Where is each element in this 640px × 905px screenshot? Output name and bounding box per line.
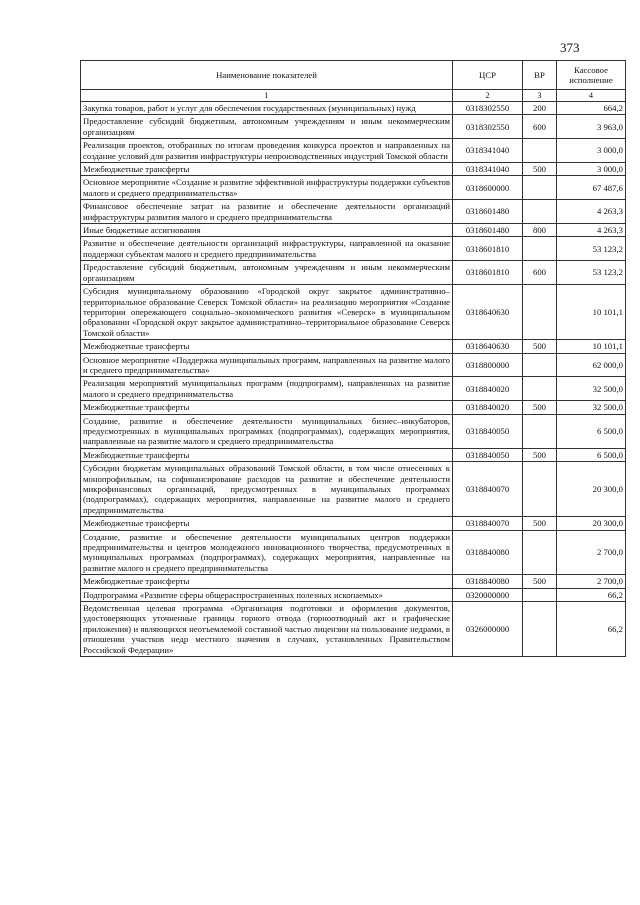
table-row (81, 517, 626, 530)
cell-vr: 500 (523, 448, 557, 461)
column-number: 2 (453, 90, 523, 102)
cell-csr: 0318601480 (453, 200, 523, 224)
cell-csr: 0318800000 (453, 353, 523, 377)
cell-name: Межбюджетные трансферты (81, 401, 453, 414)
header-vr: ВР (523, 61, 557, 90)
cell-csr: 0318600000 (453, 176, 523, 200)
cell-vr: 500 (523, 401, 557, 414)
table-row (81, 353, 626, 377)
header-csr: ЦСР (453, 61, 523, 90)
cell-vr (523, 285, 557, 340)
table-row (81, 163, 626, 176)
cell-vr (523, 377, 557, 401)
cell-name: Подпрограмма «Развитие сферы общераспространенных полезных ископаемых» (81, 588, 453, 601)
cell-name: Межбюджетные трансферты (81, 448, 453, 461)
cell-csr: 0326000000 (453, 602, 523, 657)
cell-amount: 6 500,0 (557, 448, 626, 461)
table-body (81, 102, 626, 657)
column-number: 4 (557, 90, 626, 102)
cell-amount: 3 000,0 (557, 139, 626, 163)
cell-vr: 600 (523, 115, 557, 139)
cell-name: Ведомственная целевая программа «Организация подготовки и оформления документов, удостоверяющих уточненные границы горного отвода (горноотводный акт и графические приложения) и являющихся неотъемлемой составной частью лицензии на пользование недрами, в отношении участков недр местного значения в случаях, установленных Правительством Российской Федерации» (81, 602, 453, 657)
table-row (81, 285, 626, 340)
cell-vr: 600 (523, 261, 557, 285)
table-row (81, 588, 626, 601)
cell-csr: 0318840070 (453, 517, 523, 530)
cell-vr (523, 200, 557, 224)
cell-csr: 0318341040 (453, 139, 523, 163)
column-number: 3 (523, 90, 557, 102)
cell-csr: 0318341040 (453, 163, 523, 176)
column-number-row (81, 90, 626, 102)
cell-name: Субсидия муниципальному образованию «Городской округ закрытое административно–территориальное образование Северск Томской области» на реализацию мероприятия «Создание территории опережающего социально–экономического развития «Северск» в муниципальном образовании «Городской округ закрытое административно–территориальное образование Северск Томской области» (81, 285, 453, 340)
table-header-row (81, 61, 626, 90)
table-row (81, 462, 626, 517)
cell-amount: 32 500,0 (557, 377, 626, 401)
column-number: 1 (81, 90, 453, 102)
cell-amount: 6 500,0 (557, 414, 626, 448)
cell-csr: 0318840020 (453, 401, 523, 414)
cell-vr (523, 176, 557, 200)
table-row (81, 575, 626, 588)
cell-csr: 0318601810 (453, 261, 523, 285)
cell-amount: 53 123,2 (557, 237, 626, 261)
cell-vr: 500 (523, 517, 557, 530)
cell-amount: 66,2 (557, 588, 626, 601)
cell-name: Основное мероприятие «Создание и развитие эффективной инфраструктуры поддержки субъектов малого и среднего предпринимательства» (81, 176, 453, 200)
cell-csr: 0318640630 (453, 285, 523, 340)
cell-name: Основное мероприятие «Поддержка муниципальных программ, направленных на развитие малого и среднего предпринимательства» (81, 353, 453, 377)
table-row (81, 401, 626, 414)
cell-amount: 10 101,1 (557, 340, 626, 353)
cell-vr (523, 462, 557, 517)
cell-name: Реализация проектов, отобранных по итогам проведения конкурса проектов и направленных на создание условий для развития инфраструктуры непроизводственных индустрий Томской области (81, 139, 453, 163)
cell-csr: 0318601480 (453, 224, 523, 237)
cell-amount: 53 123,2 (557, 261, 626, 285)
budget-execution-table (80, 60, 626, 657)
cell-name: Межбюджетные трансферты (81, 517, 453, 530)
cell-vr: 200 (523, 102, 557, 115)
cell-csr: 0318840050 (453, 414, 523, 448)
cell-vr: 500 (523, 163, 557, 176)
cell-csr: 0318302550 (453, 115, 523, 139)
cell-name: Предоставление субсидий бюджетным, автономным учреждениям и иным некоммерческим организациям (81, 115, 453, 139)
cell-csr: 0318840080 (453, 530, 523, 575)
cell-amount: 4 263,3 (557, 224, 626, 237)
header-name: Наименование показателей (81, 61, 453, 90)
cell-vr: 500 (523, 340, 557, 353)
cell-amount: 67 487,6 (557, 176, 626, 200)
cell-name: Межбюджетные трансферты (81, 575, 453, 588)
cell-amount: 3 000,0 (557, 163, 626, 176)
table-row (81, 414, 626, 448)
table-row (81, 530, 626, 575)
cell-amount: 20 300,0 (557, 462, 626, 517)
cell-vr (523, 602, 557, 657)
cell-csr: 0318640630 (453, 340, 523, 353)
cell-name: Закупка товаров, работ и услуг для обеспечения государственных (муниципальных) нужд (81, 102, 453, 115)
cell-name: Создание, развитие и обеспечение деятельности муниципальных бизнес–инкубаторов, предусмотренных в муниципальных программах (подпрограммах), содержащих мероприятия, направленные на развитие малого и среднего предпринимательства (81, 414, 453, 448)
cell-vr (523, 588, 557, 601)
cell-name: Предоставление субсидий бюджетным, автономным учреждениям и иным некоммерческим организациям (81, 261, 453, 285)
cell-csr: 0318302550 (453, 102, 523, 115)
cell-name: Субсидии бюджетам муниципальных образований Томской области, в том числе отнесенных к монопрофильным, на софинансирование расходов на развитие и обеспечение деятельности микрофинансовых организаций, предусмотренных в муниципальных программах (подпрограммах), содержащих мероприятия, направленные на развитие малого и среднего предпринимательства (81, 462, 453, 517)
table-row (81, 200, 626, 224)
cell-vr: 800 (523, 224, 557, 237)
table-row (81, 261, 626, 285)
cell-name: Межбюджетные трансферты (81, 340, 453, 353)
cell-name: Реализация мероприятий муниципальных программ (подпрограмм), направленных на развитие малого и среднего предпринимательства (81, 377, 453, 401)
cell-amount: 62 000,0 (557, 353, 626, 377)
cell-amount: 3 963,0 (557, 115, 626, 139)
cell-name: Развитие и обеспечение деятельности организаций инфраструктуры, направленной на оказание поддержки субъектам малого и среднего предпринимательства (81, 237, 453, 261)
table-row (81, 237, 626, 261)
cell-csr: 0318840070 (453, 462, 523, 517)
header-amount: Кассовое исполнение (557, 61, 626, 90)
cell-csr: 0318840050 (453, 448, 523, 461)
cell-vr (523, 530, 557, 575)
table-row (81, 115, 626, 139)
cell-vr: 500 (523, 575, 557, 588)
cell-amount: 10 101,1 (557, 285, 626, 340)
table-row (81, 340, 626, 353)
cell-amount: 2 700,0 (557, 575, 626, 588)
table-row (81, 224, 626, 237)
cell-amount: 20 300,0 (557, 517, 626, 530)
cell-vr (523, 139, 557, 163)
cell-name: Иные бюджетные ассигнования (81, 224, 453, 237)
cell-name: Создание, развитие и обеспечение деятельности муниципальных центров поддержки предпринимательства и центров молодежного инновационного творчества, предусмотренных в муниципальных программах (подпрограммах), содержащих мероприятия, направленные на развитие малого и среднего предпринимательства (81, 530, 453, 575)
page-number: 373 (560, 40, 580, 55)
cell-amount: 2 700,0 (557, 530, 626, 575)
cell-vr (523, 237, 557, 261)
cell-csr: 0318840080 (453, 575, 523, 588)
cell-csr: 0318840020 (453, 377, 523, 401)
table-row (81, 139, 626, 163)
table-row (81, 176, 626, 200)
cell-amount: 32 500,0 (557, 401, 626, 414)
cell-name: Финансовое обеспечение затрат на развитие и обеспечение деятельности организаций инфраструктуры развития малого и среднего предпринимательства (81, 200, 453, 224)
table-row (81, 102, 626, 115)
cell-amount: 4 263,3 (557, 200, 626, 224)
table-row (81, 602, 626, 657)
cell-amount: 66,2 (557, 602, 626, 657)
cell-amount: 664,2 (557, 102, 626, 115)
cell-vr (523, 414, 557, 448)
table-row (81, 377, 626, 401)
cell-name: Межбюджетные трансферты (81, 163, 453, 176)
cell-vr (523, 353, 557, 377)
cell-csr: 0318601810 (453, 237, 523, 261)
cell-csr: 0320000000 (453, 588, 523, 601)
table-row (81, 448, 626, 461)
